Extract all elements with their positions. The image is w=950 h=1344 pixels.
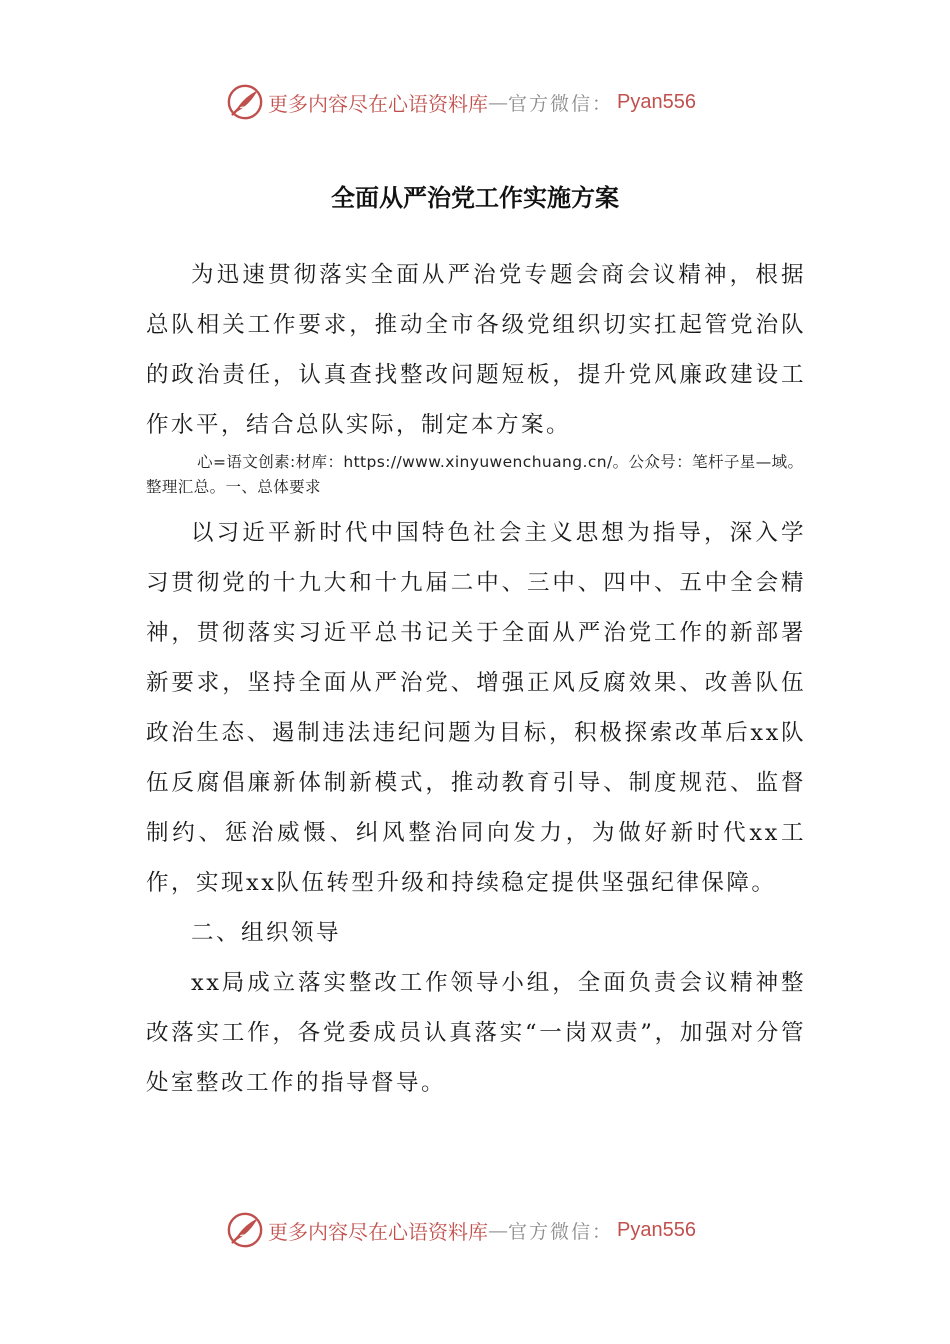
section2-paragraph: xx局成立落实整改工作领导小组，全面负责会议精神整改落实工作，各党委成员认真落实“一岗双责”，加强对分管处室整改工作的指导督导。 <box>146 970 806 1096</box>
header-banner <box>226 82 726 122</box>
banner-separator: — <box>488 90 508 114</box>
document-title: 全面从严治党工作实施方案 <box>331 184 619 212</box>
document-body <box>146 250 806 1108</box>
feather-pen-logo-icon <box>226 1211 264 1249</box>
section2-heading: 二、组织领导 <box>191 920 342 946</box>
banner-wechat-label: 官方微信： <box>508 92 614 115</box>
banner-text: 更多内容尽在心语资料库 <box>268 1219 488 1244</box>
footer-banner <box>226 1210 726 1250</box>
banner-text: 更多内容尽在心语资料库 <box>268 91 488 116</box>
source-note: 心=语文创素:材库：https://www.xinyuwenchuang.cn/。公众号：笔杆子星—域。整理汇总。一、总体要求 <box>146 453 804 496</box>
intro-paragraph: 为迅速贯彻落实全面从严治党专题会商会议精神，根据总队相关工作要求，推动全市各级党组织切实扛起管党治队的政治责任，认真查找整改问题短板，提升党风廉政建设工作水平，结合总队实际，制定本方案。 <box>146 262 806 438</box>
feather-pen-logo-icon <box>226 83 264 121</box>
banner-wechat-id: Pyan556 <box>617 90 696 113</box>
banner-separator: — <box>488 1218 508 1242</box>
banner-wechat-label: 官方微信： <box>508 1220 614 1243</box>
banner-wechat-id: Pyan556 <box>617 1218 696 1241</box>
section1-paragraph: 以习近平新时代中国特色社会主义思想为指导，深入学习贯彻党的十九大和十九届二中、三中、四中、五中全会精神，贯彻落实习近平总书记关于全面从严治党工作的新部署新要求，坚持全面从严治党、增强正风反腐效果、改善队伍政治生态、遏制违法违纪问题为目标，积极探索改革后xx队伍反腐倡廉新体制新模式，推动教育引导、制度规范、监督制约、惩治威慑、纠风整治同向发力，为做好新时代xx工作，实现xx队伍转型升级和持续稳定提供坚强纪律保障。 <box>146 520 806 896</box>
